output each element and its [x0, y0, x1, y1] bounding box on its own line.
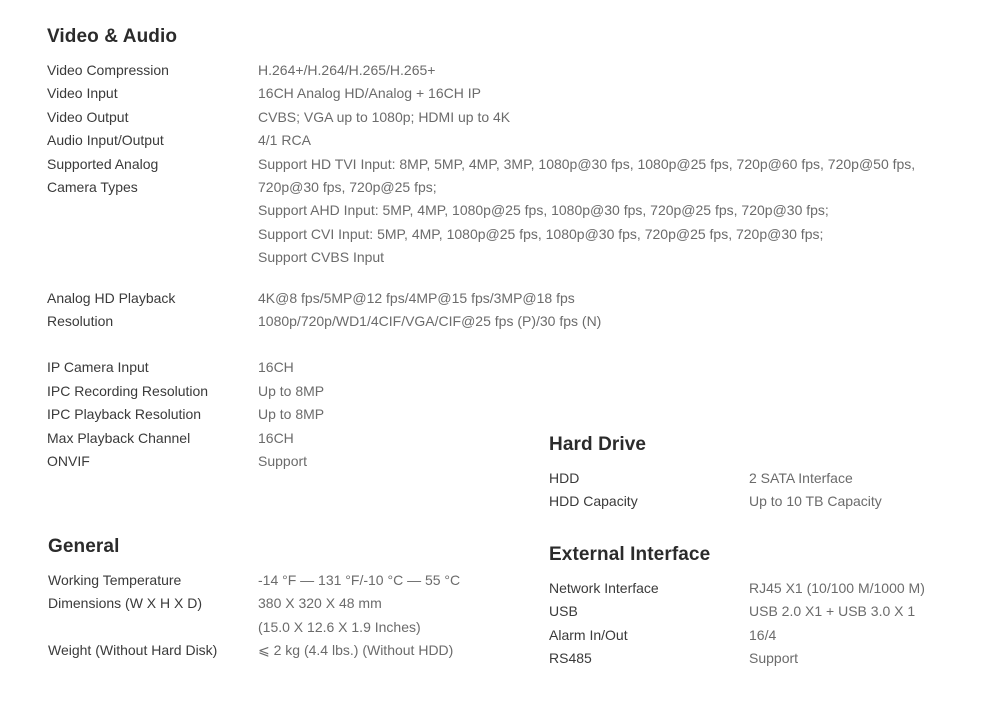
spec-row-dimensions: [48, 592, 460, 639]
spec-row-weight: [48, 639, 460, 662]
spec-label: USB: [549, 603, 578, 620]
video-audio-section: [47, 26, 915, 474]
external-interface-section: [549, 544, 925, 671]
spec-value: USB 2.0 X1 + USB 3.0 X 1: [749, 603, 916, 620]
spec-row-network: [549, 577, 925, 600]
spec-row-hdd-capacity: [549, 490, 882, 513]
spec-row-video-output: [47, 106, 915, 129]
spec-label: Max Playback Channel: [47, 429, 191, 446]
spec-value: Support: [258, 453, 308, 470]
spec-label: HDD: [549, 470, 580, 486]
spec-row-analog-playback: [47, 287, 915, 334]
spec-row-ipc-recording: [47, 380, 915, 403]
spec-row-rs485: [549, 647, 925, 670]
spec-value-line: 4K@8 fps/5MP@12 fps/4MP@15 fps/3MP@18 fps: [258, 289, 575, 306]
spec-value-line: (15.0 X 12.6 X 1.9 Inches): [258, 618, 421, 635]
spec-value-line: 1080p/720p/WD1/4CIF/VGA/CIF@25 fps (P)/30 fps (N): [258, 313, 602, 330]
spec-label: Audio Input/Output: [47, 132, 164, 149]
spec-label-line: Camera Types: [47, 179, 138, 196]
spec-label: Working Temperature: [48, 572, 182, 588]
spec-row-video-compression: [47, 59, 915, 82]
spec-value-line: 380 X 320 X 48 mm: [258, 595, 382, 612]
spec-label: Weight (Without Hard Disk): [48, 642, 218, 659]
general-section: [48, 536, 460, 663]
spec-value-line: Support AHD Input: 5MP, 4MP, 1080p@25 fps, 1080p@30 fps, 720p@25 fps, 720p@30 fps;: [258, 202, 829, 219]
spec-label: Network Interface: [549, 580, 659, 596]
spec-row-analog-camera-types: [47, 153, 915, 270]
hard-drive-section: [549, 434, 882, 514]
hard-drive-heading: Hard Drive: [549, 434, 647, 455]
spec-row-video-input: [47, 82, 915, 105]
spec-value-line: Support HD TVI Input: 8MP, 5MP, 4MP, 3MP, 1080p@30 fps, 1080p@25 fps, 720p@60 fps, 720p@50 fps,: [258, 155, 916, 172]
spec-label: ONVIF: [47, 453, 90, 470]
general-heading: General: [48, 536, 120, 557]
spec-value: [258, 287, 601, 334]
spec-value: 4/1 RCA: [258, 132, 311, 149]
spec-value: 2 SATA Interface: [749, 470, 853, 486]
spec-value-line: Support CVI Input: 5MP, 4MP, 1080p@25 fps, 1080p@30 fps, 720p@25 fps, 720p@30 fps;: [258, 225, 824, 242]
spacer: [47, 270, 915, 287]
spec-value: 16/4: [749, 626, 777, 643]
spec-row-ip-camera-input: [47, 356, 915, 379]
spec-label: IPC Recording Resolution: [47, 382, 209, 399]
spec-row-usb: [549, 600, 925, 623]
spacer: [47, 333, 915, 356]
spec-value: [258, 592, 421, 639]
spec-row-temperature: [48, 569, 460, 592]
spec-row-audio: [47, 129, 915, 152]
spec-value: [258, 153, 915, 270]
spec-label-line: Analog HD Playback: [47, 289, 176, 306]
spec-value: 16CH: [258, 359, 294, 376]
spec-value: RJ45 X1 (10/100 M/1000 M): [749, 580, 925, 596]
spec-label-line: Supported Analog: [47, 155, 159, 172]
spec-value-line: Support CVBS Input: [258, 249, 385, 266]
spec-label: IPC Playback Resolution: [47, 406, 202, 423]
spec-value: Up to 10 TB Capacity: [749, 493, 882, 510]
spec-value: Support: [749, 650, 799, 667]
spec-value: Up to 8MP: [258, 382, 325, 399]
spec-row-alarm: [549, 624, 925, 647]
spec-value: 16CH: [258, 429, 294, 446]
spec-label: [47, 153, 258, 270]
general-rows: [48, 569, 460, 663]
spec-label: Dimensions (W X H X D): [48, 595, 203, 612]
spec-label: Video Output: [47, 108, 129, 125]
spec-value: 16CH Analog HD/Analog + 16CH IP: [258, 85, 481, 102]
spec-row-ipc-playback: [47, 403, 915, 426]
spec-label: Video Input: [47, 85, 118, 102]
spec-value: Up to 8MP: [258, 406, 325, 423]
spec-value: ⩽ 2 kg (4.4 lbs.) (Without HDD): [258, 642, 454, 659]
external-interface-heading: External Interface: [549, 544, 711, 565]
spec-row-hdd: [549, 467, 882, 490]
spec-label-line: Resolution: [47, 313, 114, 330]
spec-value: H.264+/H.264/H.265/H.265+: [258, 62, 436, 78]
spec-value-line: 720p@30 fps, 720p@25 fps;: [258, 179, 437, 196]
hard-drive-rows: [549, 467, 882, 514]
video-audio-heading: Video & Audio: [47, 26, 178, 47]
spec-label: Video Compression: [47, 62, 169, 78]
spec-value: -14 °F — 131 °F/-10 °C — 55 °C: [258, 572, 461, 588]
video-audio-rows: [47, 59, 915, 474]
spec-label: Alarm In/Out: [549, 626, 628, 643]
spec-value: CVBS; VGA up to 1080p; HDMI up to 4K: [258, 108, 511, 125]
external-interface-rows: [549, 577, 925, 671]
spec-label: [47, 287, 258, 334]
spec-label: IP Camera Input: [47, 359, 149, 376]
spec-label: RS485: [549, 650, 592, 667]
spec-label: HDD Capacity: [549, 493, 638, 510]
